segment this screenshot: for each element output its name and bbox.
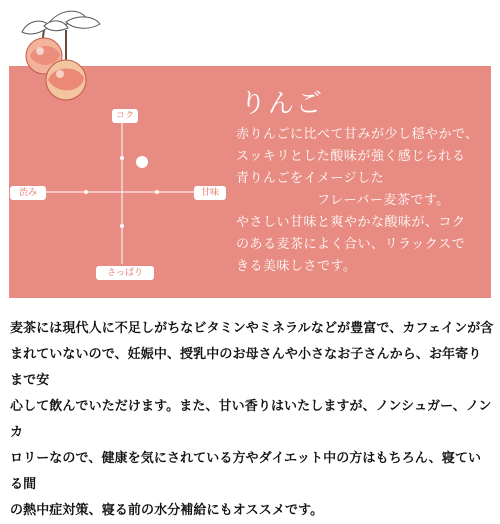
axis-label-refreshing: さっぱり [96,266,154,280]
axis-label-sweetness: 甘味 [194,186,226,200]
axis-label-richness: コク [112,109,138,123]
body-text: 麦茶には現代人に不足しがちなビタミンやミネラルなどが豊富で、カフェインが含 まれていないので、妊娠中、授乳中のお母さんや小さなお子さんから、お年寄りまで安 心して飲んでいただけます。また、甘い香りはいたしますが、ノンシュガー、ノンカ ロリーなので、健康を気にされている方やダイエット中の方はもちろん、寝ている間 の熱中症対策、寝る前の水分補給にもオススメです。 [10,321,494,518]
flavor-description: 赤りんごに比べて甘みが少し穏やかで、 スッキリとした酸味が強く感じられる 青りんごをイメージした フレーバー麦茶です。 やさしい甘味と爽やかな酸味が、コク のある麦茶によく合い、リラックスで きる美味しさです。 [236,127,479,274]
axis-dot [120,156,124,160]
axis-dot [155,190,159,194]
axis-label-astringency: 渋み [10,186,46,200]
axis-dot [84,190,88,194]
taste-marker [136,156,148,168]
axis-dot [120,224,124,228]
flavor-title: りんご [240,89,325,119]
taste-chart [9,66,491,298]
